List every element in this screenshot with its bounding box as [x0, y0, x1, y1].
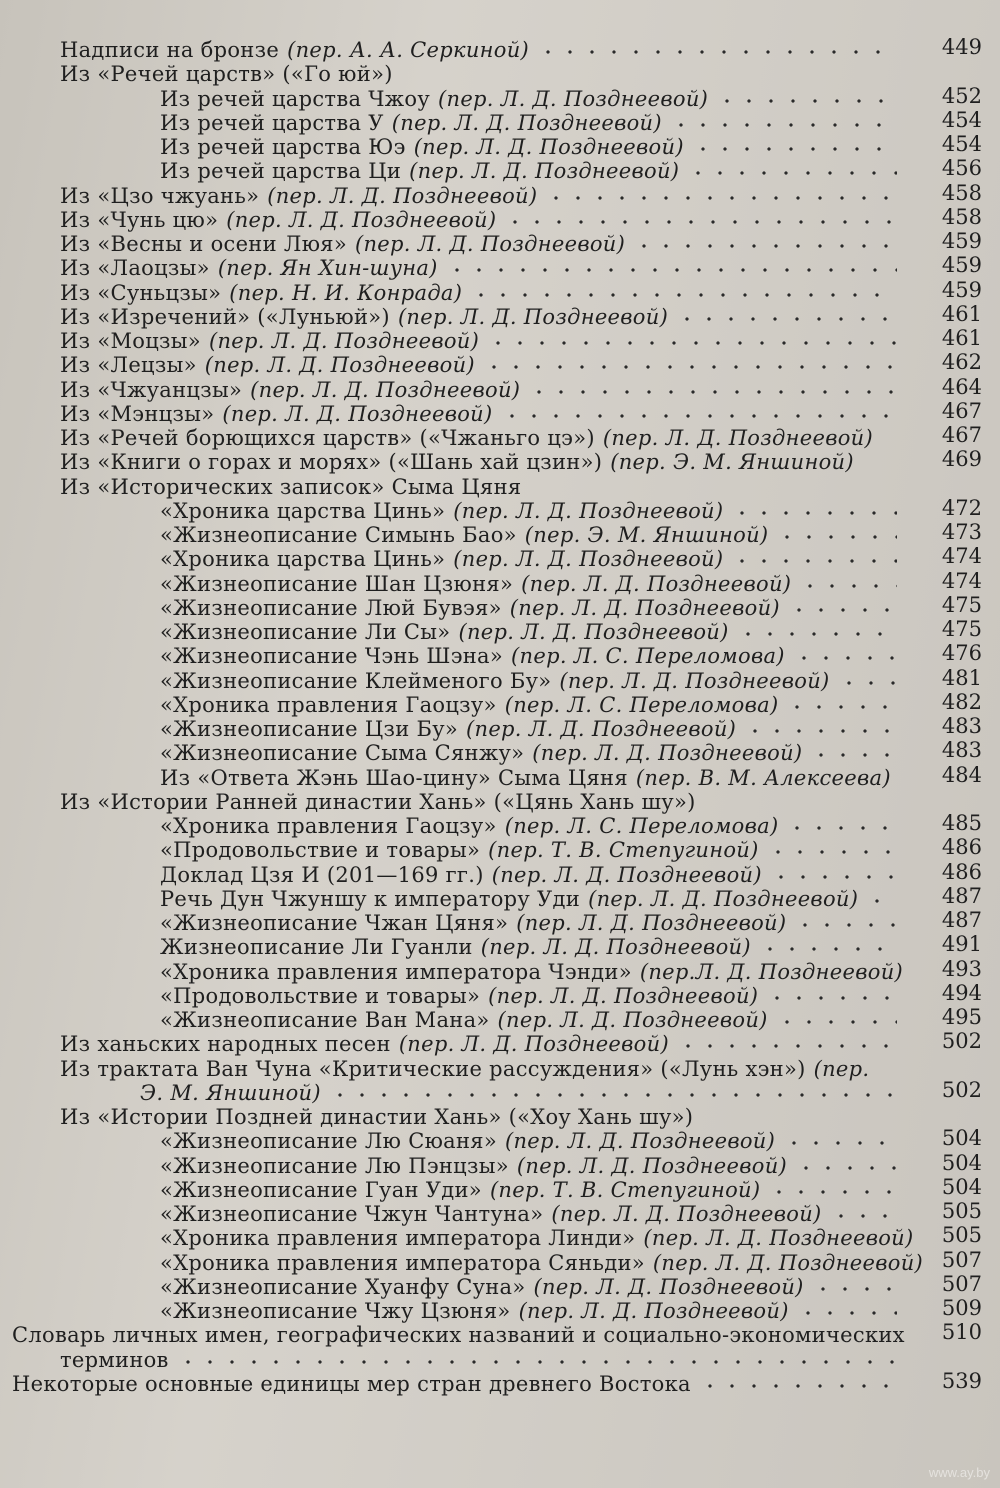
dot-leader: [797, 1308, 897, 1318]
toc-entry-title: Из речей царства У: [160, 110, 384, 135]
toc-entry-translator: (пер. Т. В. Степугиной): [489, 1177, 761, 1202]
toc-entry-title: «Жизнеописание Лю Сюаня»: [160, 1129, 497, 1154]
toc-page-number: 464: [941, 374, 982, 399]
toc-page-number: 495: [941, 1005, 982, 1029]
toc-entry-translator: (пер. Л. Д. Позднеевой): [466, 717, 737, 741]
toc-entry-title: «Жизнеописание Сыма Сянжу»: [160, 741, 525, 766]
toc-entry-title: терминов: [60, 1347, 169, 1372]
toc-entry-title: Из «Истории Поздней династии Хань» («Хоу Хань шу»): [60, 1105, 694, 1129]
toc-entry: [60, 182, 905, 208]
toc-entry-translator: (пер. Л. С. Переломова): [511, 644, 785, 669]
toc-entry-translator: (пер. Л. Д. Позднеевой): [518, 1299, 789, 1323]
toc-page-number: 509: [941, 1296, 982, 1320]
toc-entry-translator: (пер. Л. С. Переломова): [504, 814, 779, 838]
toc-page-number: 483: [941, 714, 982, 738]
toc-page-number: 474: [941, 544, 982, 569]
toc-page-number: 507: [941, 1271, 982, 1296]
toc-entry-translator: (пер. Л. Д. Позднеевой): [551, 1202, 822, 1226]
toc-entry-translator: (пер. Л. Д. Позднеевой): [453, 498, 724, 523]
dot-leader: [794, 920, 897, 930]
dot-leader: [788, 605, 897, 615]
toc-entry-title: Из «Моцзы»: [60, 329, 201, 353]
toc-page-number: 459: [941, 277, 982, 302]
toc-entry-title: «Жизнеописание Чжу Цзюня»: [160, 1299, 511, 1323]
toc-entry-title: «Жизнеописание Клейменого Бу»: [160, 668, 552, 693]
toc-page-number: 504: [941, 1174, 982, 1199]
toc-entry-title: «Жизнеописание Люй Бувэя»: [160, 595, 502, 620]
toc-entry-translator: (пер. Т. В. Степугиной): [488, 838, 759, 863]
dot-leader: [776, 1017, 897, 1027]
toc-entry-title: «Жизнеописание Симынь Бао»: [160, 523, 517, 547]
toc-entry-title: «Жизнеописание Гуан Уди»: [160, 1177, 482, 1202]
toc-entry-translator: (пер. Л. Д. Позднеевой): [643, 1226, 914, 1251]
toc-entry-translator: (пер. Л. Д. Позднеевой): [509, 595, 780, 620]
toc-entry-translator: (пер. Э. М. Яншиной): [524, 523, 769, 547]
toc-entry-title: Из «Весны и осени Люя»: [60, 232, 347, 256]
dot-leader: [737, 629, 897, 639]
toc-entry-title: Из «Речей царств» («Го юй»): [60, 62, 393, 87]
toc-entry-translator: (пер.Л. Д. Позднеевой): [639, 959, 904, 984]
toc-entry-translator: (пер. Л. Д. Позднеевой): [397, 304, 669, 329]
dot-leader: [812, 1284, 897, 1294]
toc-entry-translator: (пер. Л. Д. Позднеевой): [222, 401, 493, 426]
toc-page-number: 486: [941, 835, 982, 860]
toc-entry-title: Из «Речей борющихся царств» («Чжаньго цэ»): [60, 426, 595, 450]
toc-entry: [60, 1030, 905, 1056]
toc-entry-title: Доклад Цзя И (201—169 гг.): [160, 862, 484, 887]
toc-entry-translator: (пер. Л. Д. Позднеевой): [504, 1129, 776, 1154]
toc-entry-translator: (пер. Л. Д. Позднеевой): [588, 886, 859, 911]
dot-leader: [504, 217, 897, 227]
toc-entry-title: Из речей царства Ци: [160, 159, 402, 184]
toc-entry-translator: (пер. Н. И. Конрада): [229, 280, 463, 305]
toc-page-number: 461: [941, 301, 982, 326]
toc-entry-translator: (пер. Л. Д. Позднеевой): [398, 1032, 669, 1057]
toc-entry-title: «Жизнеописание Шан Цзюня»: [160, 571, 514, 596]
toc-entry-title: Из ханьских народных песен: [60, 1032, 391, 1057]
toc-entry: [160, 1152, 905, 1178]
toc-entry-title: Из «Чунь цю»: [60, 207, 219, 232]
toc-page-number: 475: [941, 592, 982, 617]
toc-page-number: 505: [941, 1199, 982, 1223]
toc-entry-title: Жизнеописание Ли Гуанли: [160, 935, 473, 960]
toc-entry-translator: (пер. Л. Д. Позднеевой): [413, 135, 684, 159]
toc-entry: [160, 861, 905, 887]
dot-leader: [537, 47, 897, 57]
dot-leader: [786, 823, 897, 833]
dot-leader: [744, 726, 897, 736]
dot-leader: [786, 702, 897, 712]
toc-page-number: 456: [941, 156, 982, 181]
toc-entry: [60, 448, 905, 474]
dot-leader: [770, 872, 897, 882]
toc-entry: [12, 1321, 905, 1347]
toc-entry: [160, 836, 905, 862]
toc-page-number: 474: [941, 568, 982, 593]
toc-entry-title: Из «Цзо чжуань»: [60, 183, 260, 208]
dot-leader: [716, 96, 897, 106]
toc-entry-translator: (пер. Л. Д. Позднеевой): [208, 329, 480, 353]
toc-entry-title: «Хроника царства Цинь»: [160, 547, 446, 572]
toc-page-number: 454: [941, 107, 982, 132]
toc-entry-title: Из «Мэнцзы»: [60, 401, 215, 426]
dot-leader: [446, 265, 897, 275]
toc-entry-title: Надписи на бронзе: [60, 38, 280, 62]
toc-entry-title: Из «Ответа Жэнь Шао-цину» Сыма Цяня: [160, 765, 628, 790]
toc-page-number: 482: [941, 689, 982, 714]
toc-entry-translator: (пер. Л. Д. Позднеевой): [354, 232, 626, 256]
toc-entry-translator: (пер. Л. С. Переломова): [504, 692, 779, 717]
watermark: www.ay.by: [928, 1465, 990, 1480]
dot-leader: [793, 653, 897, 663]
toc-page-number: 491: [941, 932, 982, 957]
toc-entry-title: «Жизнеописание Цзи Бу»: [160, 717, 459, 741]
dot-leader: [329, 1090, 897, 1100]
toc-page-number: 469: [941, 447, 982, 472]
toc-entry: [140, 1079, 905, 1105]
toc-entry: [60, 279, 905, 305]
dot-leader: [687, 168, 897, 178]
toc-entry-translator: (пер. Л. Д. Позднеевой): [267, 183, 538, 208]
toc-page-number: 459: [941, 253, 982, 278]
toc-entry-title: Из речей царства Юэ: [160, 135, 406, 159]
dot-leader: [528, 387, 897, 397]
toc-entry: [160, 1006, 905, 1032]
toc-entry-title: «Жизнеописание Ли Сы»: [160, 620, 451, 644]
dot-leader: [692, 144, 897, 154]
dot-leader: [783, 1138, 897, 1148]
dot-leader: [487, 338, 897, 348]
toc-entry-title: Из «Лецзы»: [60, 353, 197, 378]
toc-entry: [160, 1297, 905, 1323]
toc-page-number: 458: [941, 180, 982, 205]
toc-page-number: 486: [941, 859, 982, 884]
toc-entry-translator: (пер. Л. Д. Позднеевой): [559, 668, 830, 693]
toc-page-number: 467: [941, 423, 982, 447]
toc-entry-translator: (пер. Э. М. Яншиной): [610, 450, 854, 475]
toc-entry-title: Из «Изречений» («Луньюй»): [60, 304, 390, 329]
toc-entry-translator: (пер. Л. Д. Позднеевой): [458, 620, 729, 644]
toc-entry-translator: (пер. Л. Д. Позднеевой): [532, 741, 803, 766]
toc-entry-title: «Жизнеописание Чжун Чантуна»: [160, 1202, 544, 1226]
toc-entry-title: «Хроника правления императора Сяньди»: [160, 1250, 645, 1275]
toc-entry: [160, 85, 905, 111]
toc-page-number: 461: [941, 326, 982, 350]
dot-leader: [699, 1381, 897, 1391]
toc-page-number: 502: [941, 1029, 982, 1054]
toc-page-number: 494: [941, 980, 982, 1005]
toc-page-number: 507: [941, 1247, 982, 1272]
toc-entry: [60, 473, 905, 499]
toc-entry-title: Из трактата Ван Чуна «Критические рассуждения» («Лунь хэн»): [60, 1056, 806, 1081]
toc-entry: [160, 594, 905, 620]
toc-entry: [160, 885, 905, 911]
toc-entry-title: «Хроника правления Гаоцзу»: [160, 814, 497, 838]
toc-entry-title: «Жизнеописание Чжан Цяня»: [160, 911, 509, 935]
dot-leader: [776, 532, 897, 542]
toc-entry: [160, 1273, 905, 1299]
toc-entry: [60, 60, 905, 86]
toc-entry: [60, 230, 905, 256]
toc-page-number: 452: [941, 83, 982, 108]
dot-leader: [810, 750, 897, 760]
dot-leader: [768, 1187, 897, 1197]
toc-page-number: 459: [941, 229, 982, 253]
toc-entry-translator: (пер.: [813, 1056, 870, 1081]
toc-entry-translator: (пер. А. А. Серкиной): [287, 38, 530, 62]
toc-entry-title: «Хроника правления императора Чэнди»: [160, 959, 632, 984]
toc-entry-title: Из «Книги о горах и морях» («Шань хай цзин»): [60, 450, 603, 475]
toc-page-number: 475: [941, 617, 982, 641]
dot-leader: [545, 193, 897, 203]
toc-page-number: 504: [941, 1126, 982, 1151]
toc-entry: [60, 303, 905, 329]
toc-entry: [60, 254, 905, 280]
toc-entry-title: «Жизнеописание Хуанфу Суна»: [160, 1274, 526, 1299]
toc-page-number: 485: [941, 811, 982, 835]
toc-entry-title: Словарь личных имен, географических названий и социально-экономических: [12, 1323, 905, 1348]
toc-entry-translator: (пер. Л. Д. Позднеевой): [391, 110, 662, 135]
toc-entry: [160, 812, 905, 838]
toc-entry: [60, 424, 905, 450]
toc-entry: [60, 327, 905, 353]
toc-entry: [160, 691, 905, 717]
toc-page-number: 473: [941, 520, 982, 544]
toc-entry: [160, 933, 905, 959]
toc-page-number: 458: [941, 204, 982, 229]
toc-entry-translator: Э. М. Яншиной): [140, 1080, 321, 1105]
toc-entry-translator: (пер. В. М. Алексеева): [635, 765, 891, 790]
toc-entry-title: «Хроника правления императора Линди»: [160, 1226, 636, 1251]
toc-entry: [60, 1346, 905, 1372]
toc-entry-translator: (пер. Л. Д. Позднеевой): [497, 1008, 768, 1032]
toc-entry: [60, 788, 905, 814]
toc-entry: [160, 667, 905, 693]
toc-entry: [60, 1055, 905, 1081]
toc-page-number: 472: [941, 495, 982, 520]
toc-page-number: 502: [941, 1077, 982, 1102]
dot-leader: [731, 508, 897, 518]
dot-leader: [501, 411, 897, 421]
toc-entry: [12, 1370, 905, 1396]
toc-entry: [160, 133, 905, 159]
toc-entry: [160, 618, 905, 644]
toc-entry-translator: (пер. Л. Д. Позднеевой): [516, 1153, 788, 1178]
dot-leader: [470, 290, 897, 300]
toc-entry-title: Из речей царства Чжоу: [160, 86, 431, 111]
dot-leader: [677, 1041, 897, 1051]
toc-entry-translator: (пер. Л. Д. Позднеевой): [250, 377, 521, 402]
toc-page-number: 539: [941, 1368, 982, 1393]
toc-entry: [160, 1200, 905, 1226]
toc-entry: [160, 982, 905, 1008]
toc-page-number: 484: [941, 762, 982, 787]
toc-entry: [160, 764, 905, 790]
toc-entry-translator: (пер. Л. Д. Позднеевой): [652, 1250, 924, 1275]
toc-entry-title: Речь Дун Чжуншу к императору Уди: [160, 886, 581, 911]
toc-page-number: 487: [941, 883, 982, 908]
dot-leader: [676, 314, 897, 324]
toc-entry-title: «Продовольствие и товары»: [160, 983, 481, 1008]
toc-page-number: 504: [941, 1150, 982, 1175]
toc-entry-title: «Жизнеописание Ван Мана»: [160, 1008, 490, 1032]
dot-leader: [731, 556, 897, 566]
toc-page-number: 467: [941, 398, 982, 423]
toc-entry: [160, 909, 905, 935]
toc-entry-translator: (пер. Л. Д. Позднеевой): [438, 86, 709, 111]
toc-entry-title: Из «Суньцзы»: [60, 280, 222, 305]
dot-leader: [795, 1163, 897, 1173]
toc-entry: [160, 1224, 914, 1251]
toc-page-number: 481: [941, 665, 982, 690]
toc-entry-translator: (пер. Л. Д. Позднеевой): [491, 862, 762, 887]
toc-entry-translator: (пер. Ян Хин-шуна): [217, 256, 438, 281]
toc-entry: [60, 351, 905, 377]
toc-entry-title: Из «Лаоцзы»: [60, 256, 210, 281]
toc-entry: [160, 642, 905, 668]
toc-entry: [160, 570, 905, 596]
toc-entry: [160, 958, 905, 984]
dot-leader: [838, 678, 897, 688]
toc-entry-title: Из «Исторических записок» Сыма Цяня: [60, 474, 522, 499]
toc-entry: [160, 715, 905, 741]
toc-entry-translator: (пер. Л. Д. Позднеевой): [521, 571, 792, 596]
toc-entry: [160, 1249, 924, 1275]
toc-entry-title: Некоторые основные единицы мер стран древнего Востока: [12, 1371, 691, 1396]
toc-entry-title: «Жизнеописание Чэнь Шэна»: [160, 644, 504, 669]
dot-leader: [670, 120, 897, 130]
dot-leader: [177, 1357, 897, 1367]
toc-page-number: 449: [941, 35, 982, 59]
toc-entry: [60, 400, 905, 426]
dot-leader: [866, 896, 897, 906]
toc-entry: [60, 1103, 905, 1129]
toc-entry-title: «Хроника царства Цинь»: [160, 498, 446, 523]
toc-entry: [160, 1127, 905, 1153]
toc-page-number: 476: [941, 641, 982, 666]
toc-entry-title: «Жизнеописание Лю Пэнцзы»: [160, 1153, 509, 1178]
dot-leader: [766, 993, 897, 1003]
toc-entry: [160, 545, 905, 571]
toc-entry: [160, 497, 905, 523]
toc-entry: [60, 376, 905, 402]
toc-entry-translator: (пер. Л. Д. Позднеевой): [488, 983, 759, 1008]
toc-entry-translator: (пер. Л. Д. Позднеевой): [602, 426, 873, 450]
toc-entry-translator: (пер. Л. Д. Позднеевой): [204, 353, 475, 378]
toc-entry-translator: (пер. Л. Д. Позднеевой): [409, 159, 680, 184]
toc-page-number: 454: [941, 132, 982, 156]
dot-leader: [799, 581, 897, 591]
dot-leader: [759, 944, 897, 954]
toc-entry: [160, 157, 905, 183]
toc-entry-title: Из «Истории Ранней династии Хань» («Цянь Хань шу»): [60, 789, 696, 814]
toc-page-number: 483: [941, 738, 982, 763]
toc-entry-translator: (пер. Л. Д. Позднеевой): [516, 911, 787, 935]
toc-entry: [60, 36, 905, 62]
toc-entry-title: «Хроника правления Гаоцзу»: [160, 692, 497, 717]
toc-entry-translator: (пер. Л. Д. Позднеевой): [480, 935, 751, 960]
toc-page-number: 487: [941, 908, 982, 932]
toc-entry: [160, 521, 905, 547]
toc-entry: [160, 739, 905, 765]
toc-page-number: 493: [941, 956, 982, 981]
toc-entry: [60, 206, 905, 232]
toc-entry-title: Из «Чжуанцзы»: [60, 377, 243, 402]
dot-leader: [830, 1211, 897, 1221]
dot-leader: [767, 847, 897, 857]
toc-entry-translator: (пер. Л. Д. Позднеевой): [226, 207, 497, 232]
toc-entry-title: «Продовольствие и товары»: [160, 838, 481, 863]
toc-entry-translator: (пер. Л. Д. Позднеевой): [453, 547, 724, 572]
dot-leader: [633, 241, 897, 251]
dot-leader: [483, 362, 897, 372]
toc-entry-translator: (пер. Л. Д. Позднеевой): [533, 1274, 804, 1299]
toc-entry: [160, 109, 905, 135]
toc-page-number: 462: [941, 350, 982, 375]
toc-page-number: 505: [941, 1223, 982, 1248]
toc-entry: [160, 1176, 905, 1202]
toc-page-number: 510: [941, 1320, 982, 1345]
